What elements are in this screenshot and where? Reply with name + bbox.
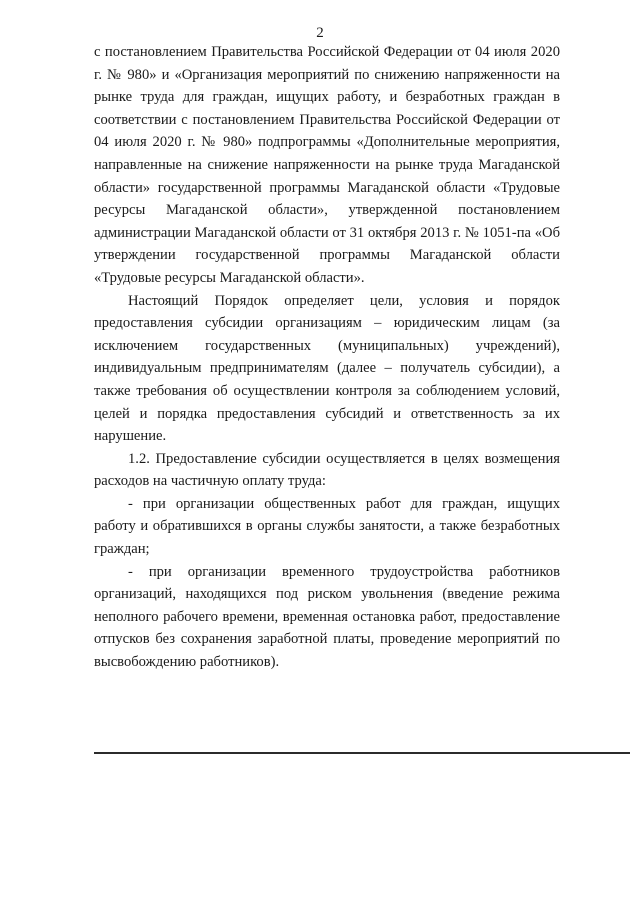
document-body <box>94 41 560 674</box>
horizontal-rule <box>94 752 630 754</box>
list-item-temporary-employment: - при организации временного трудоустройства работников организаций, находящихся под риском увольнения (введение режима неполного рабочего времени, временная остановка работ, предоставление отпусков без сохранения заработной платы, проведение мероприятий по высвобождению работников). <box>94 563 560 671</box>
paragraph-purpose: Настоящий Порядок определяет цели, условия и порядок предоставления субсидии организациям – юридическим лицам (за исключением государственных (муниципальных) учреждений), индивидуальным предпринимателям (далее – получатель субсидии), а также требования об осуществлении контроля за соблюдением условий, целей и порядка предоставления субсидий и ответственность за их нарушение. <box>94 292 560 445</box>
page-number: 2 <box>316 25 324 41</box>
list-item-public-works: - при организации общественных работ для граждан, ищущих работу и обратившихся в органы службы занятости, а также безработных граждан; <box>94 495 560 558</box>
paragraph-continuation: с постановлением Правительства Российской Федерации от 04 июля 2020 г. № 980» и «Организация мероприятий по снижению напряженности на рынке труда для граждан, ищущих работу, и безработных граждан в соответствии с постановлением Правительства Российской Федерации от 04 июля 2020 г. № 980» подпрограммы «Дополнительные мероприятия, направленные на снижение напряженности на рынке труда Магаданской области» государственной программы Магаданской области «Трудовые ресурсы Магаданской области», утвержденной постановлением администрации Магаданской области от 31 октября 2013 г. № 1051-па «Об утверждении государственной программы Магаданской области «Трудовые ресурсы Магаданской области». <box>94 44 560 286</box>
paragraph-clause-1-2: 1.2. Предоставление субсидии осуществляется в целях возмещения расходов на частичную оплату труда: <box>94 450 560 490</box>
